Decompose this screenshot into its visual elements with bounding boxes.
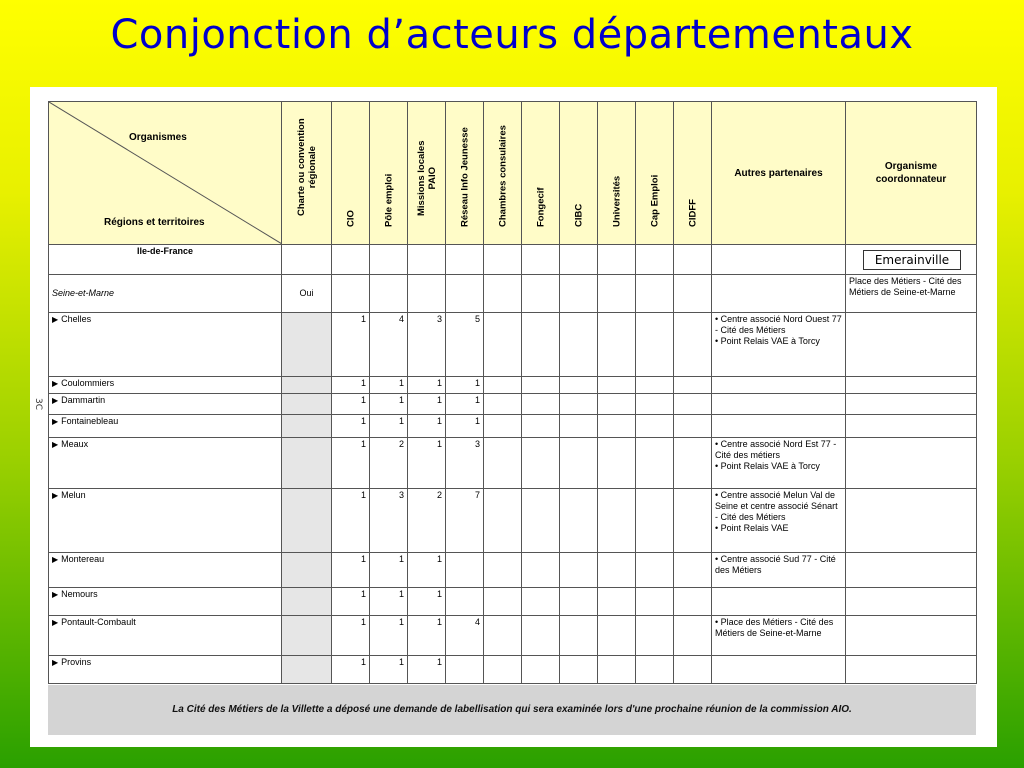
empty-cell bbox=[522, 377, 560, 394]
autres-partenaires bbox=[712, 588, 846, 616]
info-jeunesse-value bbox=[446, 656, 484, 684]
document-page bbox=[30, 87, 997, 747]
empty-cell bbox=[484, 394, 522, 415]
missions-locales-value: 2 bbox=[408, 489, 446, 553]
table-row bbox=[49, 553, 977, 588]
empty-cell bbox=[560, 616, 598, 656]
autres-partenaires bbox=[712, 377, 846, 394]
empty-cell bbox=[484, 489, 522, 553]
pole-emploi-value: 2 bbox=[370, 438, 408, 489]
coordinator-cell bbox=[846, 438, 977, 489]
header-col-9 bbox=[636, 102, 674, 245]
territory-name bbox=[49, 588, 282, 616]
empty-cell bbox=[598, 553, 636, 588]
coordinator-cell bbox=[846, 489, 977, 553]
triangle-bullet-icon: ▶ bbox=[52, 618, 59, 627]
charte-cell bbox=[282, 394, 332, 415]
empty-cell bbox=[598, 415, 636, 438]
territory-name bbox=[49, 394, 282, 415]
empty-cell bbox=[674, 656, 712, 684]
region-cell bbox=[446, 245, 484, 275]
empty-cell bbox=[522, 313, 560, 377]
region-cell bbox=[282, 245, 332, 275]
region-cell bbox=[332, 245, 370, 275]
region-cell bbox=[636, 245, 674, 275]
cio-value: 1 bbox=[332, 415, 370, 438]
empty-cell bbox=[560, 588, 598, 616]
triangle-bullet-icon: ▶ bbox=[52, 491, 59, 500]
empty-cell bbox=[484, 588, 522, 616]
table-header-row bbox=[49, 102, 977, 245]
table-row bbox=[49, 377, 977, 394]
cio-value: 1 bbox=[332, 588, 370, 616]
territory-name bbox=[49, 415, 282, 438]
department-cell bbox=[636, 275, 674, 313]
autres-partenaires: • Centre associé Sud 77 - Cité des Métiers bbox=[712, 553, 846, 588]
cio-value: 1 bbox=[332, 394, 370, 415]
territory-name bbox=[49, 553, 282, 588]
header-regions: Régions et territoires bbox=[104, 217, 205, 228]
coordinator-cell bbox=[846, 377, 977, 394]
cio-value: 1 bbox=[332, 553, 370, 588]
territory-name bbox=[49, 313, 282, 377]
empty-cell bbox=[636, 588, 674, 616]
autres-partenaires bbox=[712, 394, 846, 415]
cio-value: 1 bbox=[332, 616, 370, 656]
coordinator-cell bbox=[846, 616, 977, 656]
empty-cell bbox=[636, 656, 674, 684]
department-row bbox=[49, 275, 977, 313]
empty-cell bbox=[484, 553, 522, 588]
missions-locales-value: 1 bbox=[408, 656, 446, 684]
cio-value: 1 bbox=[332, 489, 370, 553]
empty-cell bbox=[598, 588, 636, 616]
empty-cell bbox=[522, 415, 560, 438]
empty-cell bbox=[484, 656, 522, 684]
empty-cell bbox=[522, 438, 560, 489]
pole-emploi-value: 4 bbox=[370, 313, 408, 377]
charte-cell bbox=[282, 656, 332, 684]
region-cell bbox=[674, 245, 712, 275]
header-col-1 bbox=[332, 102, 370, 245]
empty-cell bbox=[598, 616, 636, 656]
header-col-4 bbox=[446, 102, 484, 245]
cio-value: 1 bbox=[332, 438, 370, 489]
header-col-2 bbox=[370, 102, 408, 245]
department-cell bbox=[674, 275, 712, 313]
info-jeunesse-value bbox=[446, 588, 484, 616]
cio-value: 1 bbox=[332, 313, 370, 377]
empty-cell bbox=[598, 656, 636, 684]
empty-cell bbox=[636, 616, 674, 656]
header-organismes: Organismes bbox=[129, 132, 187, 143]
info-jeunesse-value: 5 bbox=[446, 313, 484, 377]
territory-label: Montereau bbox=[61, 554, 105, 564]
autres-partenaires: • Centre associé Melun Val de Seine et centre associé Sénart - Cité des Métiers • Point Relais VAE bbox=[712, 489, 846, 553]
info-jeunesse-value: 3 bbox=[446, 438, 484, 489]
empty-cell bbox=[522, 489, 560, 553]
empty-cell bbox=[560, 553, 598, 588]
header-col-label: CIO bbox=[345, 210, 356, 227]
coordinator-cell bbox=[846, 588, 977, 616]
header-col-label: Cap Emploi bbox=[649, 174, 660, 227]
coordinator-overlay: Emerainville bbox=[863, 250, 961, 270]
empty-cell bbox=[522, 616, 560, 656]
empty-cell bbox=[674, 489, 712, 553]
header-autres: Autres partenaires bbox=[712, 102, 846, 245]
empty-cell bbox=[598, 489, 636, 553]
header-coordonnateur: Organisme coordonnateur bbox=[846, 102, 977, 245]
header-col-3 bbox=[408, 102, 446, 245]
header-col-5 bbox=[484, 102, 522, 245]
autres-partenaires bbox=[712, 415, 846, 438]
charte-cell bbox=[282, 588, 332, 616]
pole-emploi-value: 3 bbox=[370, 489, 408, 553]
missions-locales-value: 1 bbox=[408, 616, 446, 656]
empty-cell bbox=[674, 588, 712, 616]
empty-cell bbox=[560, 656, 598, 684]
territory-label: Provins bbox=[61, 657, 92, 667]
empty-cell bbox=[674, 616, 712, 656]
pole-emploi-value: 1 bbox=[370, 415, 408, 438]
header-col-label: Fongecif bbox=[535, 187, 546, 227]
slide-title: Conjonction d’acteurs départementaux bbox=[110, 12, 914, 58]
territory-name bbox=[49, 616, 282, 656]
coordinator-cell bbox=[846, 415, 977, 438]
table-row bbox=[49, 656, 977, 684]
empty-cell bbox=[484, 438, 522, 489]
department-cell bbox=[332, 275, 370, 313]
side-mark: 3C bbox=[33, 397, 44, 411]
empty-cell bbox=[674, 438, 712, 489]
pole-emploi-value: 1 bbox=[370, 394, 408, 415]
territory-name bbox=[49, 489, 282, 553]
territory-label: Fontainebleau bbox=[61, 416, 119, 426]
footer-note: La Cité des Métiers de la Villette a déposé une demande de labellisation qui sera examinée lors d'une prochaine réunion de la commission AIO. bbox=[48, 685, 976, 735]
header-col-6 bbox=[522, 102, 560, 245]
empty-cell bbox=[674, 415, 712, 438]
empty-cell bbox=[484, 377, 522, 394]
empty-cell bbox=[522, 394, 560, 415]
empty-cell bbox=[598, 438, 636, 489]
header-col-label: Missions locales PAIO bbox=[415, 140, 438, 216]
table-row bbox=[49, 394, 977, 415]
header-col-10 bbox=[674, 102, 712, 245]
charte-cell bbox=[282, 415, 332, 438]
pole-emploi-value: 1 bbox=[370, 588, 408, 616]
territory-name bbox=[49, 377, 282, 394]
territory-label: Pontault-Combault bbox=[61, 617, 136, 627]
missions-locales-value: 3 bbox=[408, 313, 446, 377]
department-cell bbox=[522, 275, 560, 313]
header-corner-cell bbox=[49, 102, 282, 245]
header-col-label: CIDFF bbox=[687, 199, 698, 227]
table-row bbox=[49, 616, 977, 656]
empty-cell bbox=[598, 377, 636, 394]
empty-cell bbox=[598, 313, 636, 377]
empty-cell bbox=[484, 415, 522, 438]
department-cell bbox=[484, 275, 522, 313]
department-cell bbox=[560, 275, 598, 313]
coordinator-cell bbox=[846, 394, 977, 415]
table-row bbox=[49, 313, 977, 377]
cio-value: 1 bbox=[332, 656, 370, 684]
info-jeunesse-value: 1 bbox=[446, 377, 484, 394]
department-cell bbox=[446, 275, 484, 313]
missions-locales-value: 1 bbox=[408, 588, 446, 616]
missions-locales-value: 1 bbox=[408, 394, 446, 415]
empty-cell bbox=[674, 394, 712, 415]
empty-cell bbox=[636, 377, 674, 394]
empty-cell bbox=[636, 415, 674, 438]
charte-cell bbox=[282, 438, 332, 489]
triangle-bullet-icon: ▶ bbox=[52, 396, 59, 405]
empty-cell bbox=[560, 415, 598, 438]
pole-emploi-value: 1 bbox=[370, 377, 408, 394]
region-cell bbox=[408, 245, 446, 275]
cio-value: 1 bbox=[332, 377, 370, 394]
missions-locales-value: 1 bbox=[408, 377, 446, 394]
triangle-bullet-icon: ▶ bbox=[52, 440, 59, 449]
triangle-bullet-icon: ▶ bbox=[52, 658, 59, 667]
empty-cell bbox=[560, 489, 598, 553]
region-cell bbox=[560, 245, 598, 275]
empty-cell bbox=[674, 313, 712, 377]
missions-locales-value: 1 bbox=[408, 553, 446, 588]
territory-label: Coulommiers bbox=[61, 378, 115, 388]
table-row bbox=[49, 415, 977, 438]
actors-table bbox=[48, 101, 977, 684]
territory-label: Meaux bbox=[61, 439, 89, 449]
empty-cell bbox=[636, 394, 674, 415]
territory-name bbox=[49, 438, 282, 489]
charte-cell bbox=[282, 313, 332, 377]
info-jeunesse-value: 1 bbox=[446, 394, 484, 415]
pole-emploi-value: 1 bbox=[370, 656, 408, 684]
empty-cell bbox=[522, 588, 560, 616]
missions-locales-value: 1 bbox=[408, 415, 446, 438]
charte-cell bbox=[282, 616, 332, 656]
autres-partenaires: • Centre associé Nord Ouest 77 - Cité des Métiers • Point Relais VAE à Torcy bbox=[712, 313, 846, 377]
header-col-7 bbox=[560, 102, 598, 245]
header-col-label: Pôle emploi bbox=[383, 173, 394, 227]
triangle-bullet-icon: ▶ bbox=[52, 417, 59, 426]
department-coordinator: Place des Métiers - Cité des Métiers de Seine-et-Marne bbox=[846, 275, 977, 313]
empty-cell bbox=[560, 377, 598, 394]
table-row bbox=[49, 438, 977, 489]
autres-partenaires bbox=[712, 656, 846, 684]
coordinator-cell bbox=[846, 656, 977, 684]
header-col-0 bbox=[282, 102, 332, 245]
header-col-label: Universités bbox=[611, 175, 622, 227]
department-name: Seine-et-Marne bbox=[49, 275, 282, 313]
empty-cell bbox=[636, 489, 674, 553]
empty-cell bbox=[674, 377, 712, 394]
empty-cell bbox=[560, 313, 598, 377]
info-jeunesse-value bbox=[446, 553, 484, 588]
triangle-bullet-icon: ▶ bbox=[52, 590, 59, 599]
charte-cell bbox=[282, 553, 332, 588]
territory-name bbox=[49, 656, 282, 684]
empty-cell bbox=[560, 394, 598, 415]
region-cell bbox=[522, 245, 560, 275]
territory-label: Nemours bbox=[61, 589, 98, 599]
empty-cell bbox=[598, 394, 636, 415]
triangle-bullet-icon: ▶ bbox=[52, 555, 59, 564]
header-col-8 bbox=[598, 102, 636, 245]
region-cell bbox=[370, 245, 408, 275]
header-col-label: CIBC bbox=[573, 203, 584, 227]
missions-locales-value: 1 bbox=[408, 438, 446, 489]
region-name: Ile-de-France bbox=[49, 245, 282, 275]
department-cell bbox=[712, 275, 846, 313]
triangle-bullet-icon: ▶ bbox=[52, 379, 59, 388]
department-cell bbox=[598, 275, 636, 313]
charte-cell bbox=[282, 489, 332, 553]
territory-label: Dammartin bbox=[61, 395, 106, 405]
header-col-label: Charte ou convention régionale bbox=[295, 118, 318, 216]
department-charte: Oui bbox=[282, 275, 332, 313]
empty-cell bbox=[636, 553, 674, 588]
empty-cell bbox=[484, 313, 522, 377]
coordinator-cell bbox=[846, 553, 977, 588]
header-col-label: Réseau Info Jeunesse bbox=[459, 127, 470, 227]
empty-cell bbox=[636, 438, 674, 489]
empty-cell bbox=[522, 656, 560, 684]
autres-partenaires: • Centre associé Nord Est 77 - Cité des métiers • Point Relais VAE à Torcy bbox=[712, 438, 846, 489]
territory-label: Chelles bbox=[61, 314, 92, 324]
triangle-bullet-icon: ▶ bbox=[52, 315, 59, 324]
charte-cell bbox=[282, 377, 332, 394]
region-cell bbox=[712, 245, 846, 275]
region-cell bbox=[598, 245, 636, 275]
header-col-label: Chambres consulaires bbox=[497, 125, 508, 227]
coordinator-cell bbox=[846, 313, 977, 377]
department-cell bbox=[408, 275, 446, 313]
region-row bbox=[49, 245, 977, 275]
info-jeunesse-value: 1 bbox=[446, 415, 484, 438]
empty-cell bbox=[484, 616, 522, 656]
pole-emploi-value: 1 bbox=[370, 553, 408, 588]
pole-emploi-value: 1 bbox=[370, 616, 408, 656]
table-row bbox=[49, 588, 977, 616]
region-cell bbox=[484, 245, 522, 275]
empty-cell bbox=[522, 553, 560, 588]
autres-partenaires: • Place des Métiers - Cité des Métiers de Seine-et-Marne bbox=[712, 616, 846, 656]
empty-cell bbox=[560, 438, 598, 489]
department-cell bbox=[370, 275, 408, 313]
table-row bbox=[49, 489, 977, 553]
empty-cell bbox=[674, 553, 712, 588]
info-jeunesse-value: 4 bbox=[446, 616, 484, 656]
empty-cell bbox=[636, 313, 674, 377]
territory-label: Melun bbox=[61, 490, 86, 500]
info-jeunesse-value: 7 bbox=[446, 489, 484, 553]
